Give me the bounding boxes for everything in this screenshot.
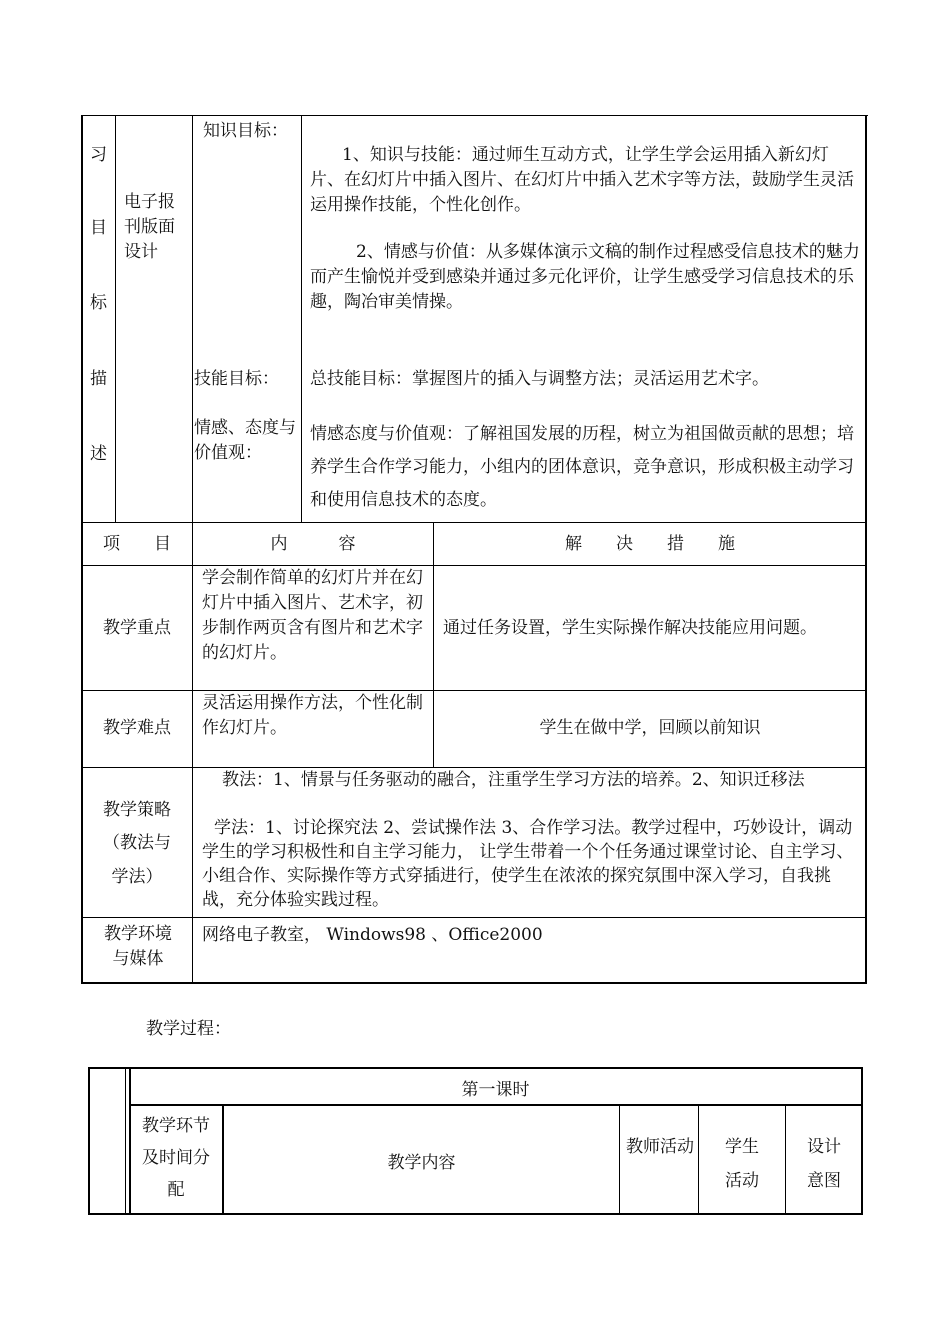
key-point-label: 教学重点 [103, 618, 171, 638]
table2-left-border [88, 1067, 90, 1215]
table1-bottom-border [81, 982, 867, 984]
emotion-text: 情感态度与价值观：了解祖国发展的历程，树立为祖国做贡献的思想；培养学生合作学习能力，小组内的团体意识，竞争意识，形成积极主动学习和使用信息技术的态度。 [310, 424, 854, 510]
skill-label: 技能目标： [194, 369, 279, 389]
col-content: 教学内容 [387, 1153, 456, 1173]
learning-method: 学法：1、讨论探究法 2、尝试操作法 3、合作学习法。教学过程中，巧妙设计，调动学生的学习积极性和自主学习能力， 让学生带着一个个任务通过课堂讨论、自主学习、小组合作、实际操作等方式穿插进行，使学生在浓浓的探究氛围中深入学习，自我挑战，充分体验实践过程。 [202, 818, 854, 910]
col-intent: 设计意图 [807, 1137, 841, 1191]
strategy-label-2: （教法与 [103, 833, 171, 853]
side-char-1: 习 [90, 145, 107, 165]
environment-content: 网络电子教室， Windows98 、Office2000 [202, 925, 543, 945]
environment-label: 教学环境与媒体 [104, 924, 172, 969]
col-stage: 教学环节及时间分配 [142, 1116, 210, 1200]
side-char-2: 目 [90, 218, 107, 238]
emotion-label: 情感、态度与价值观： [194, 418, 296, 463]
table1-top-border [82, 115, 868, 116]
header-content: 内 容 [270, 534, 356, 554]
skill-text: 总技能目标：掌握图片的插入与调整方法；灵活运用艺术字。 [310, 369, 769, 389]
knowledge-label: 知识目标： [203, 121, 288, 141]
header-item: 项 目 [103, 534, 171, 554]
col-teacher: 教师活动 [626, 1137, 694, 1157]
strategy-label-3: 学法） [111, 867, 163, 887]
difficulty-content: 灵活运用操作方法，个性化制作幻灯片。 [202, 693, 423, 738]
strategy-label-1: 教学策略 [103, 800, 171, 820]
side-char-5: 述 [90, 444, 107, 464]
lesson-title: 第一课时 [461, 1080, 530, 1100]
side-char-4: 描 [90, 369, 107, 389]
difficulty-label: 教学难点 [103, 718, 171, 738]
col-student: 学生活动 [725, 1137, 759, 1191]
table2-right-border [861, 1067, 863, 1215]
table2-bottom-border [88, 1213, 863, 1215]
table2-top-border [88, 1067, 863, 1069]
teaching-method: 教法：1、情景与任务驱动的融合，注重学生学习方法的培养。2、知识迁移法 [222, 770, 805, 790]
difficulty-solution: 学生在做中学，回顾以前知识 [539, 718, 761, 738]
side-char-3: 标 [90, 293, 107, 313]
process-title: 教学过程： [146, 1019, 231, 1039]
key-point-content: 学会制作简单的幻灯片并在幻灯片中插入图片、艺术字，初步制作两页含有图片和艺术字的幻灯片。 [202, 568, 423, 663]
knowledge-para-1: 1、知识与技能：通过师生互动方式，让学生学会运用插入新幻灯片、在幻灯片中插入图片、在幻灯片中插入艺术字等方法，鼓励学生灵活运用操作技能，个性化创作。 [310, 145, 854, 215]
key-point-solution: 通过任务设置，学生实际操作解决技能应用问题。 [443, 618, 817, 638]
header-solution: 解 决 措 施 [565, 534, 735, 554]
knowledge-para-2: 2、情感与价值：从多媒体演示文稿的制作过程感受信息技术的魅力而产生愉悦并受到感染并通过多元化评价，让学生感受学习信息技术的乐趣，陶冶审美情操。 [310, 242, 860, 312]
subject-name: 电子报刊版面设计 [124, 192, 175, 262]
